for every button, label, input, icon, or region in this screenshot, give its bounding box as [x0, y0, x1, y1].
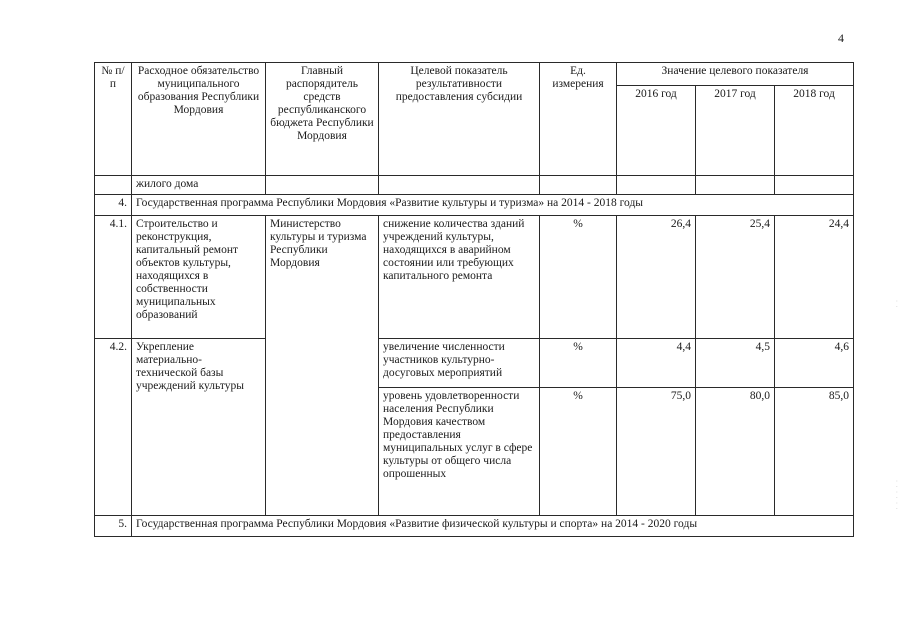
row-4-2b-2016: 75,0 [617, 388, 696, 516]
row-4-2-obligation: Укрепление материально-технической базы учреждений культуры [132, 339, 266, 516]
header-year-2017: 2017 год [696, 86, 775, 176]
section-4-no: 4. [95, 195, 132, 216]
row-4-2b-2017: 80,0 [696, 388, 775, 516]
row-4-1-2016: 26,4 [617, 216, 696, 339]
row-4-2b-indicator: уровень удовлетворенности населения Республики Мордовия качеством предоставления муниципальных услуг в сфере культуры от общего числа опрошенных [379, 388, 540, 516]
row-4-1-unit: % [540, 216, 617, 339]
row-4-1-2018: 24,4 [775, 216, 854, 339]
row-4-1-no: 4.1. [95, 216, 132, 339]
header-year-2018: 2018 год [775, 86, 854, 176]
header-no: № п/п [95, 63, 132, 176]
header-indicator: Целевой показатель результативности предоставления субсидии [379, 63, 540, 176]
section-row-5 [95, 516, 854, 537]
row-4-2a-2016: 4,4 [617, 339, 696, 388]
table-row-4-2a [95, 339, 854, 388]
row-4-1-2017: 25,4 [696, 216, 775, 339]
row-4-2b-unit: % [540, 388, 617, 516]
table-header-row [95, 63, 854, 86]
row-4-2a-indicator: увеличение численности участников культурно-досуговых мероприятий [379, 339, 540, 388]
row-4-1-indicator: снижение количества зданий учреждений культуры, находящихся в аварийном состоянии или требующих капитального ремонта [379, 216, 540, 339]
row-4-2b-2018: 85,0 [775, 388, 854, 516]
header-values: Значение целевого показателя [617, 63, 854, 86]
section-5-title: Государственная программа Республики Мордовия «Развитие физической культуры и спорта» на 2014 - 2020 годы [132, 516, 854, 537]
row-4-1-obligation: Строительство и реконструкция, капитальный ремонт объектов культуры, находящихся в собственности муниципальных образований [132, 216, 266, 339]
section-5-no: 5. [95, 516, 132, 537]
page-number: 4 [838, 31, 844, 45]
scan-noise-mark: · · [893, 300, 899, 309]
scan-noise-mark: · · · · · · [893, 480, 899, 511]
header-unit: Ед. измерения [540, 63, 617, 176]
continuation-text: жилого дома [132, 176, 266, 195]
header-manager: Главный распорядитель средств республиканского бюджета Республики Мордовия [266, 63, 379, 176]
row-4-2a-unit: % [540, 339, 617, 388]
header-obligation: Расходное обязательство муниципального образования Республики Мордовия [132, 63, 266, 176]
table-row-4-1 [95, 216, 854, 339]
target-indicators-table [94, 62, 854, 537]
row-4-manager: Министерство культуры и туризма Республики Мордовия [266, 216, 379, 516]
header-year-2016: 2016 год [617, 86, 696, 176]
row-4-2a-2018: 4,6 [775, 339, 854, 388]
row-4-2a-2017: 4,5 [696, 339, 775, 388]
section-4-title: Государственная программа Республики Мордовия «Развитие культуры и туризма» на 2014 - 2018 годы [132, 195, 854, 216]
table-row-continuation [95, 176, 854, 195]
row-4-2-no: 4.2. [95, 339, 132, 516]
section-row-4 [95, 195, 854, 216]
